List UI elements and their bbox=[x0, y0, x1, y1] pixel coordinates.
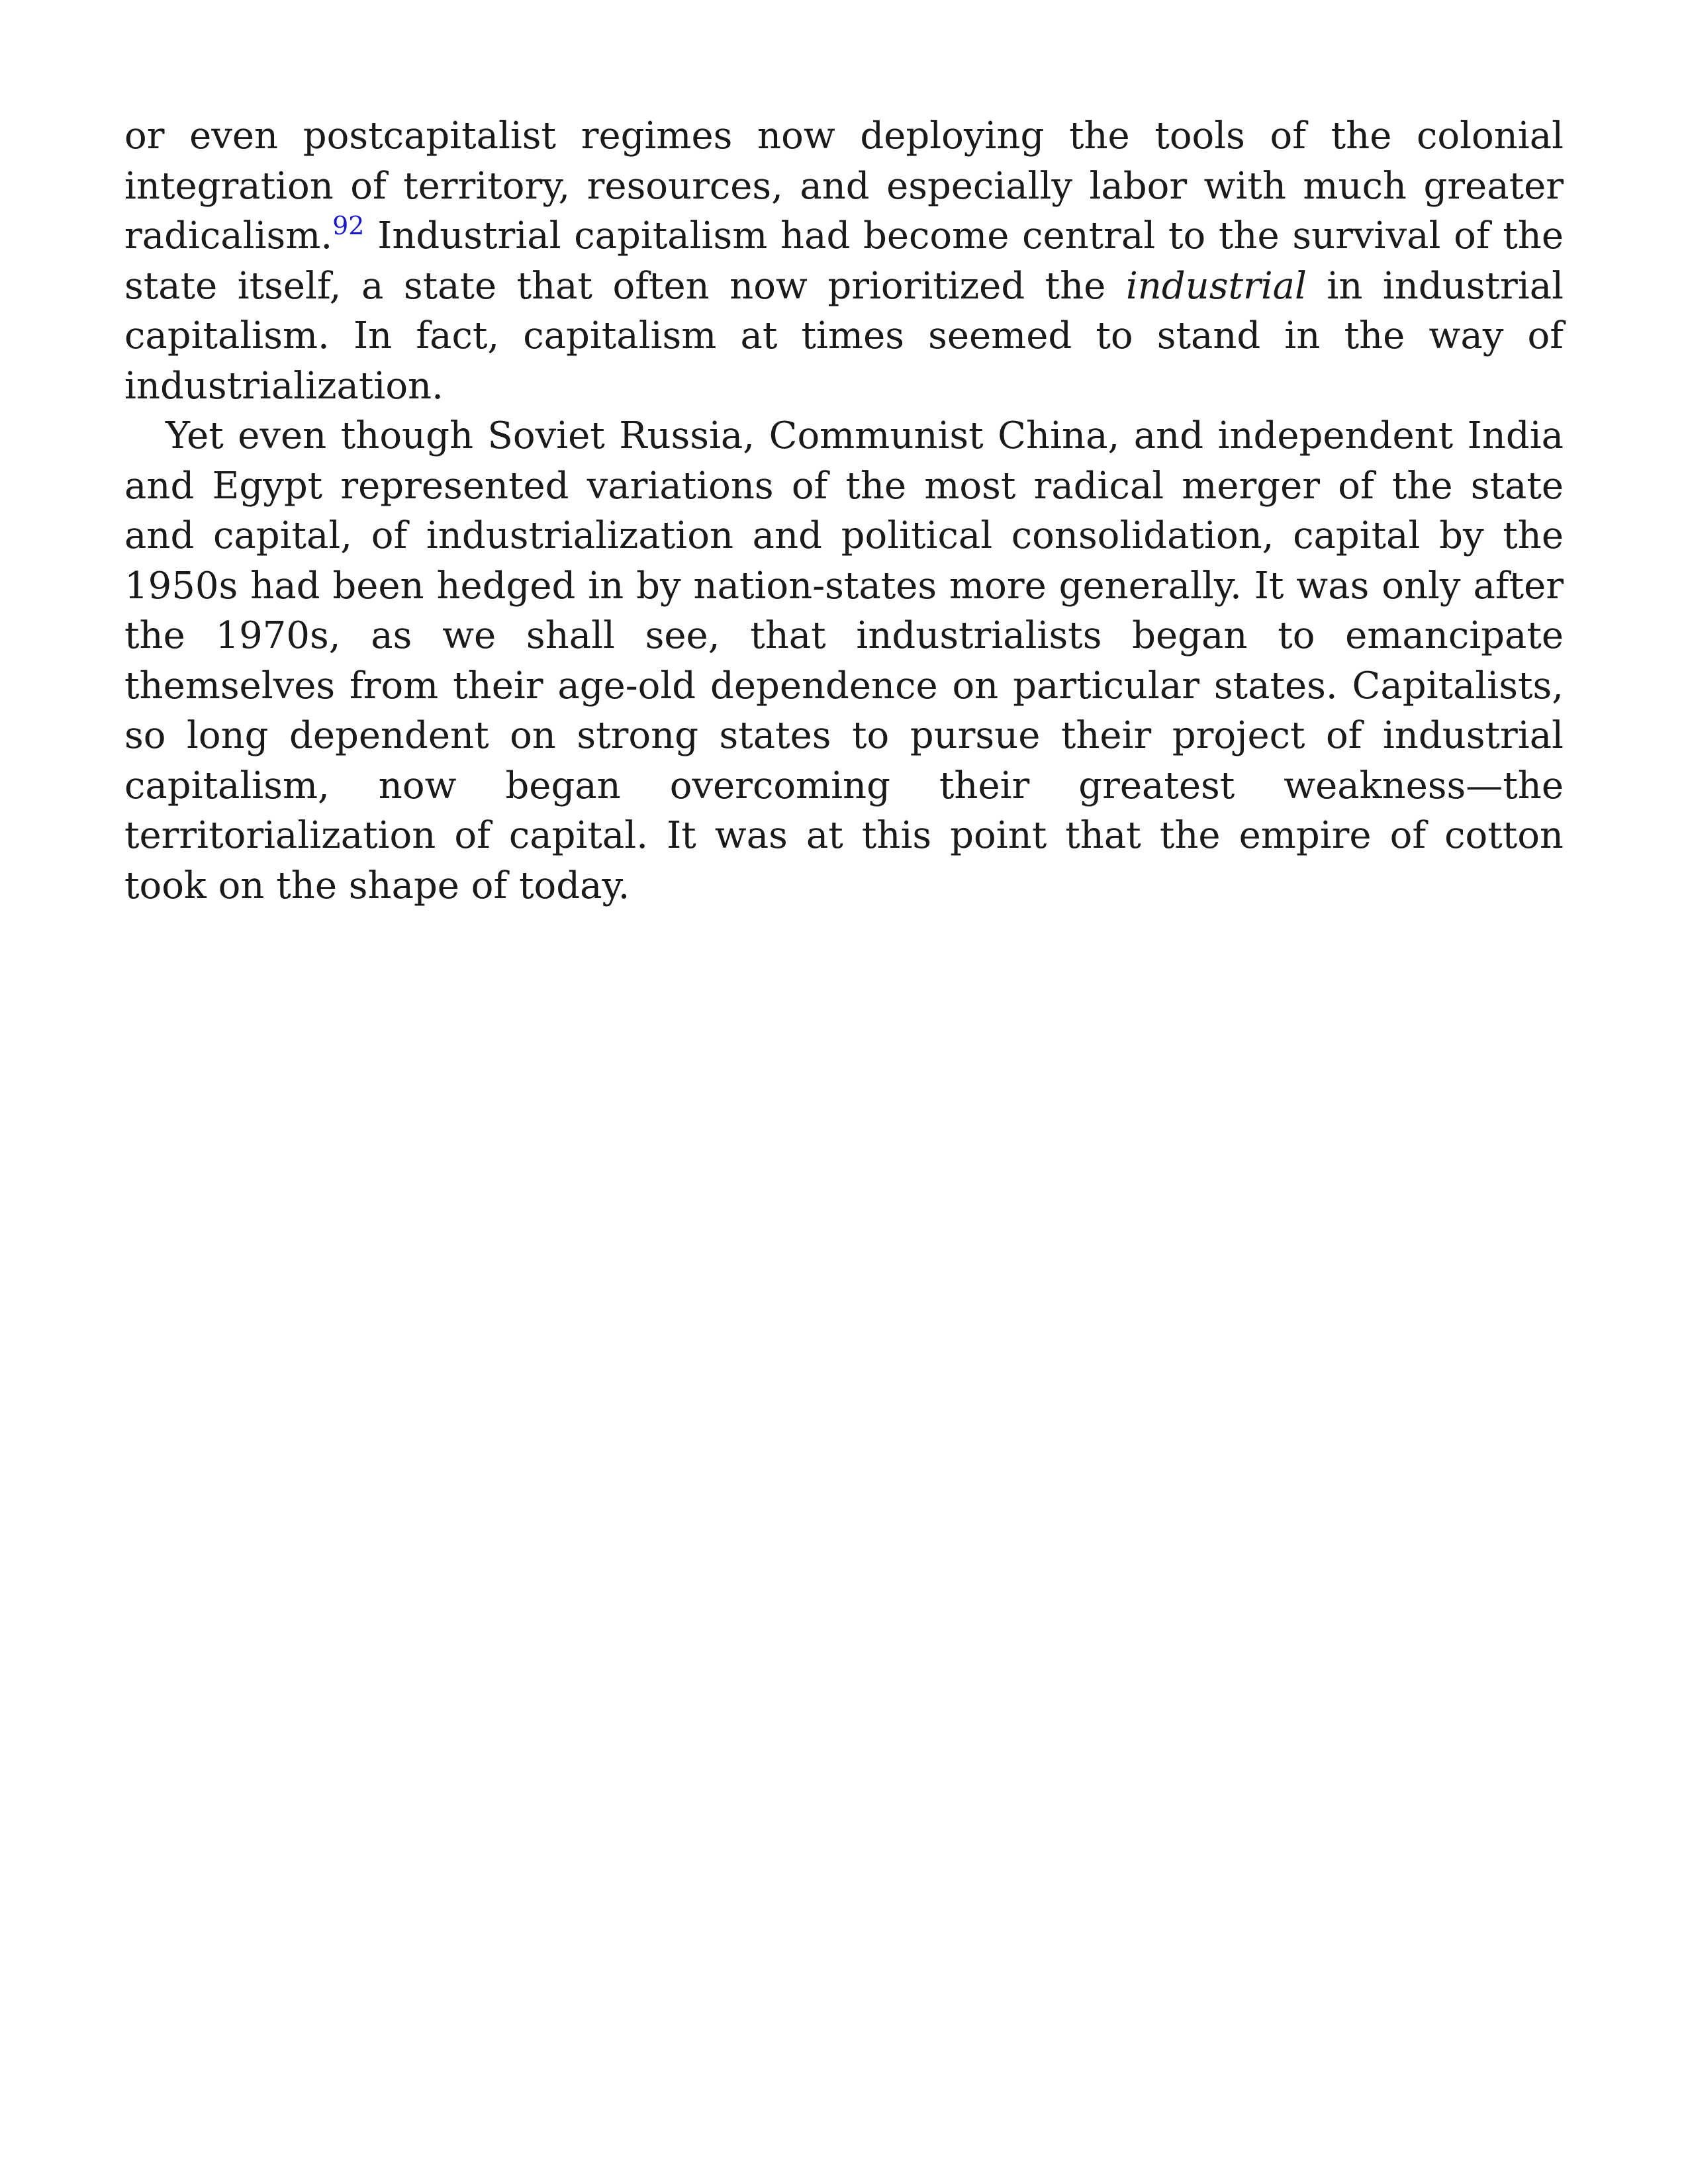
paragraph-2: Yet even though Soviet Russia, Communist China, and independent India and Egypt represented variations of the most radical merger of the state and capital, of industrialization and political consolidation, capital by the 1950s had been hedged in by nation-states more generally. It was only after the 1970s, as we shall see, that industrialists began to emancipate themselves from their age-old dependence on particular states. Capitalists, so long dependent on strong states to pursue their project of industrial capitalism, now began overcoming their greatest weakness—the territorialization of capital. It was at this point that the empire of cotton took on the shape of today. bbox=[124, 414, 1564, 907]
paragraph-1 bbox=[124, 111, 1564, 411]
paragraph-1-text-start: or even postcapitalist regimes now deploying the tools of the colonial integration of territory, resources, and especially labor with much greater radicalism. bbox=[124, 114, 1564, 257]
paragraph-1-text-middle: Industrial capitalism had become central to the survival of the state itself, a state that often now prioritized the bbox=[124, 214, 1564, 308]
paragraph-1-text-end: in industrial capitalism. In fact, capitalism at times seemed to stand in the way of industrialization. bbox=[124, 264, 1564, 408]
emphasis-industrial: industrial bbox=[1125, 264, 1307, 308]
footnote-link-92[interactable]: 92 bbox=[332, 211, 365, 241]
page-body bbox=[124, 111, 1564, 911]
